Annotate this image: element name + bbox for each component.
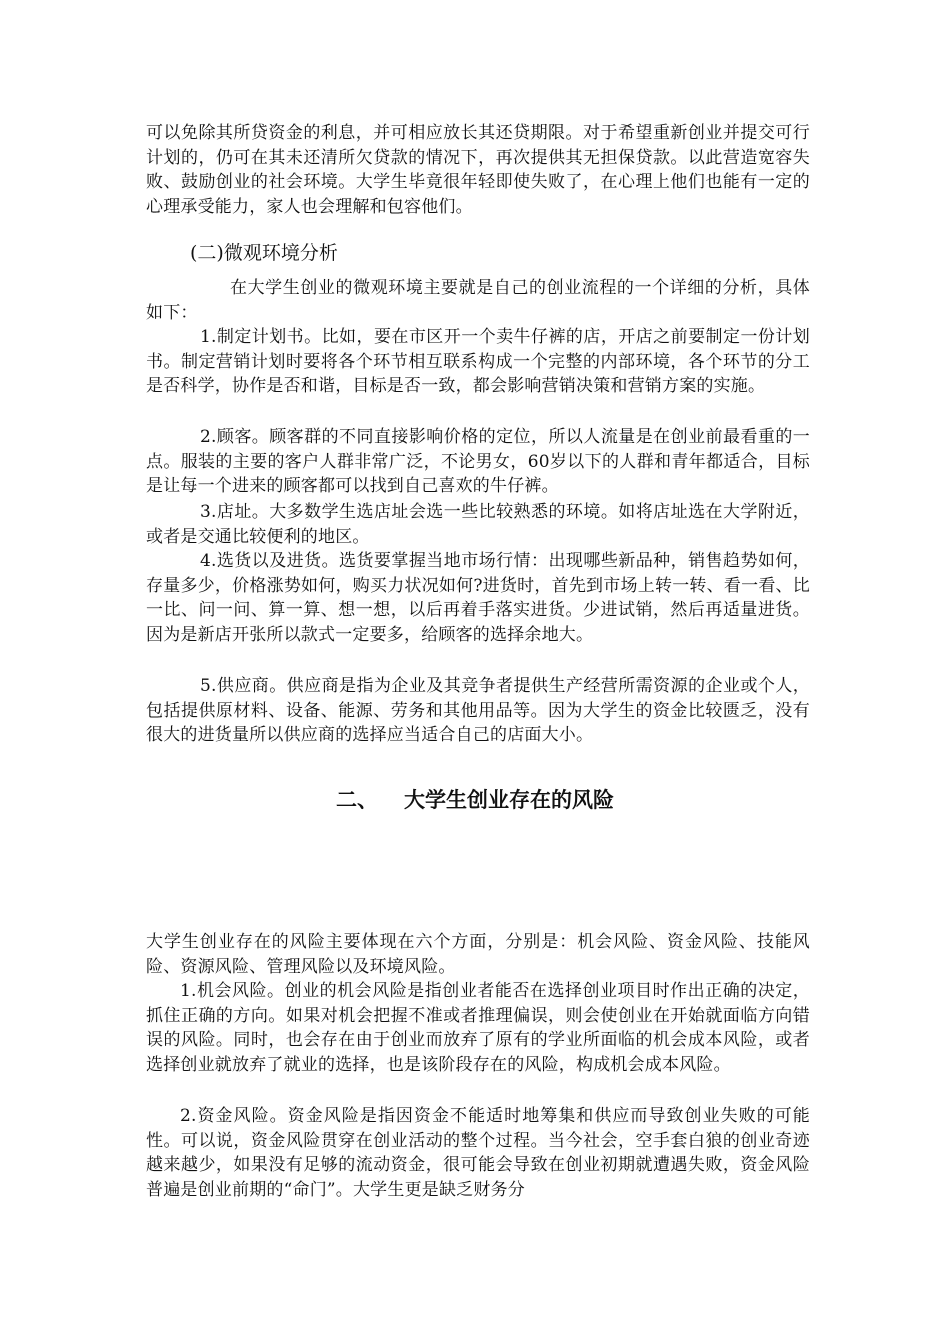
section-number: 二、 [336,788,378,812]
micro-intro-paragraph: 在大学生创业的微观环境主要就是自己的创业流程的一个详细的分析，具体如下： [146,278,810,323]
section-title: 大学生创业存在的风险 [404,788,614,812]
micro-item-customers: 2.顾客。顾客群的不同直接影响价格的定位，所以人流量是在创业前最看重的一点。服装的主要的客户人群非常广泛，不论男女，60岁以下的人群和青年都适合，目标是让每一个进来的顾客都可以找到自己喜欢的牛仔裤。 [146,427,810,496]
micro-item-purchasing: 4.选货以及进货。选货要掌握当地市场行情：出现哪些新品种，销售趋势如何，存量多少，价格涨势如何，购买力状况如何?进货时，首先到市场上转一转、看一看、比一比、问一问、算一算、想一想，以后再着手落实进货。少进试销，然后再适量进货。因为是新店开张所以款式一定要多，给顾客的选择余地大。 [146,551,810,645]
section-heading [0,786,950,814]
risk-item-capital: 2.资金风险。资金风险是指因资金不能适时地筹集和供应而导致创业失败的可能性。可以说，资金风险贯穿在创业活动的整个过程。当今社会，空手套白狼的创业奇迹越来越少，如果没有足够的流动资金，很可能会导致在创业初期就遭遇失败，资金风险普遍是创业前期的“命门”。大学生更是缺乏财务分 [146,1106,810,1200]
micro-item-plan: 1.制定计划书。比如，要在市区开一个卖牛仔裤的店，开店之前要制定一份计划书。制定营销计划时要将各个环节相互联系构成一个完整的内部环境，各个环节的分工是否科学，协作是否和谐，目标是否一致，都会影响营销决策和营销方案的实施。 [146,327,810,396]
micro-item-suppliers: 5.供应商。供应商是指为企业及其竞争者提供生产经营所需资源的企业或个人，包括提供原材料、设备、能源、劳务和其他用品等。因为大学生的资金比较匮乏，没有很大的进货量所以供应商的选择应当适合自己的店面大小。 [146,676,810,745]
subsection-heading: (二)微观环境分析 [190,242,338,264]
intro-paragraph: 可以免除其所贷资金的利息，并可相应放长其还贷期限。对于希望重新创业并提交可行计划的，仍可在其未还清所欠贷款的情况下，再次提供其无担保贷款。以此营造宽容失败、鼓励创业的社会环境。大学生毕竟很年轻即使失败了，在心理上他们也能有一定的心理承受能力，家人也会理解和包容他们。 [146,123,810,217]
risk-item-opportunity: 1.机会风险。创业的机会风险是指创业者能否在选择创业项目时作出正确的决定，抓住正确的方向。如果对机会把握不准或者推理偏误，则会使创业在开始就面临方向错误的风险。同时，也会存在由于创业而放弃了原有的学业所面临的机会成本风险，或者选择创业就放弃了就业的选择，也是该阶段存在的风险，构成机会成本风险。 [146,981,810,1075]
risk-intro-paragraph: 大学生创业存在的风险主要体现在六个方面，分别是：机会风险、资金风险、技能风险、资源风险、管理风险以及环境风险。 [146,932,810,977]
micro-item-location: 3.店址。大多数学生选店址会选一些比较熟悉的环境。如将店址选在大学附近，或者是交通比较便利的地区。 [146,502,810,547]
